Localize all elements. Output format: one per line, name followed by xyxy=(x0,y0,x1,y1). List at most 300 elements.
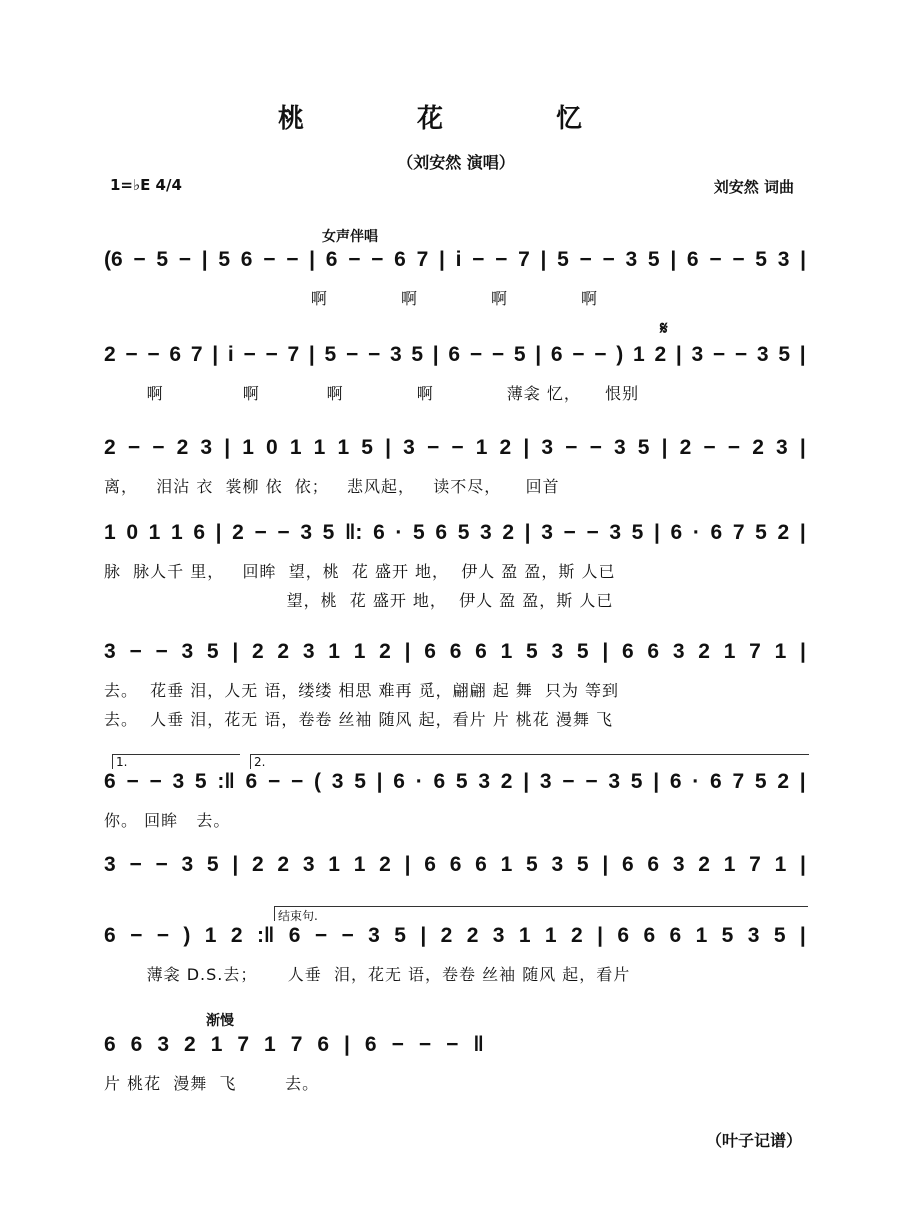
note: 1 xyxy=(289,436,302,459)
note: 3 xyxy=(776,436,788,459)
note: 2 xyxy=(232,521,244,544)
note: | xyxy=(670,248,677,271)
note: − xyxy=(291,770,304,793)
note: 5 xyxy=(631,521,644,544)
note: 3 xyxy=(492,924,505,947)
note: − xyxy=(703,436,716,459)
note: | xyxy=(404,640,411,663)
note: 3 xyxy=(691,343,704,366)
note: | xyxy=(215,521,222,544)
note: | xyxy=(224,436,231,459)
note: 5 xyxy=(457,521,470,544)
note: | xyxy=(404,853,411,876)
note: − xyxy=(126,770,139,793)
notation-line xyxy=(104,924,806,948)
note: − xyxy=(133,248,146,271)
note: 3 xyxy=(181,640,194,663)
note: 3 xyxy=(672,853,685,876)
note: | xyxy=(232,853,239,876)
note: 6 xyxy=(240,248,253,271)
note: 3 xyxy=(756,343,769,366)
note: − xyxy=(491,343,505,366)
lyrics-line: 你。 回眸 去。 xyxy=(104,811,231,830)
note: | xyxy=(800,248,806,271)
staff-row xyxy=(104,436,806,497)
note: 3 xyxy=(104,640,116,663)
note: 2 xyxy=(104,343,116,366)
note: 1 xyxy=(148,521,161,544)
note: 3 xyxy=(104,853,116,876)
note: − xyxy=(314,924,328,947)
coda-bracket: 结束句. xyxy=(274,906,808,921)
notation-line xyxy=(104,248,806,272)
note: 7 xyxy=(749,640,761,663)
key-signature: 1=♭E 4/4 xyxy=(110,176,182,194)
note: − xyxy=(734,343,748,366)
note: 6 xyxy=(317,1033,330,1056)
note: 3 xyxy=(777,248,790,271)
note: | xyxy=(799,436,806,459)
note: | xyxy=(212,343,219,366)
lyrics-line: 望，桃 花 盛开 地， 伊人 盈 盈，斯 人已 xyxy=(104,591,614,610)
note: 2 xyxy=(500,770,513,793)
note: 5 xyxy=(513,343,526,366)
note: 1 xyxy=(518,924,531,947)
staff-row xyxy=(104,924,806,985)
note: − xyxy=(418,1033,432,1056)
second-ending: 2. xyxy=(250,754,809,769)
note: 3 xyxy=(551,640,564,663)
note: 7 xyxy=(732,521,745,544)
note: − xyxy=(572,343,585,366)
note: 6 xyxy=(475,853,487,876)
staff-row xyxy=(104,853,806,877)
note: 2 xyxy=(440,924,453,947)
note: − xyxy=(589,436,602,459)
note: i xyxy=(227,343,234,366)
note: (6 xyxy=(104,248,123,271)
note: 3 xyxy=(181,853,194,876)
note: | xyxy=(535,343,542,366)
note: 1 xyxy=(475,436,488,459)
note: 3 xyxy=(609,521,622,544)
note: | xyxy=(376,770,383,793)
note: | xyxy=(597,924,603,947)
note: 5 xyxy=(413,521,425,544)
note: | xyxy=(432,343,439,366)
note: 3 xyxy=(625,248,638,271)
note: 6 xyxy=(433,770,446,793)
note: 6 xyxy=(475,640,487,663)
note: 6 xyxy=(710,521,723,544)
segno-sign: 𝄋 xyxy=(660,318,668,339)
note: | xyxy=(523,436,530,459)
note: 6 xyxy=(193,521,205,544)
note: 3 xyxy=(539,770,552,793)
notation-line xyxy=(104,436,806,460)
notation-line xyxy=(104,640,806,664)
note: 1 xyxy=(544,924,557,947)
note: 3 xyxy=(172,770,185,793)
note: 2 xyxy=(251,853,264,876)
note: 5 xyxy=(322,521,335,544)
note: 2 xyxy=(184,1033,196,1056)
note: 6 xyxy=(670,521,683,544)
note: 5 xyxy=(630,770,643,793)
note: − xyxy=(341,924,354,947)
note: − xyxy=(563,521,576,544)
note: ) xyxy=(616,343,624,366)
staff-row xyxy=(104,248,806,309)
note: 6 xyxy=(449,640,462,663)
note: 5 xyxy=(361,436,373,459)
note: − xyxy=(709,248,722,271)
note: 1 xyxy=(500,853,513,876)
lyrics-line: 离， 泪沾 衣 裳柳 依 依； 悲风起， 读不尽， 回首 xyxy=(104,477,560,496)
note: 3 xyxy=(551,853,564,876)
note: 6 xyxy=(435,521,448,544)
note: 2 xyxy=(466,924,479,947)
note: − xyxy=(156,924,169,947)
lyrics-line: 片 桃花 漫舞 飞 去。 xyxy=(104,1074,320,1093)
note: 5 xyxy=(526,640,538,663)
note: | xyxy=(524,521,531,544)
note: − xyxy=(602,248,615,271)
note: − xyxy=(149,770,162,793)
note: 6 xyxy=(104,924,116,947)
lyrics-line: 去。 花垂 泪，人无 语，缕缕 相思 难再 觅，翩翩 起 舞 只为 等到 xyxy=(104,681,620,700)
note: 5 xyxy=(778,343,791,366)
note: 6 xyxy=(449,853,462,876)
note: 2 xyxy=(752,436,764,459)
note: 5 xyxy=(206,853,219,876)
staff-row xyxy=(104,770,806,831)
note: − xyxy=(243,343,256,366)
note: 5 xyxy=(218,248,231,271)
note: − xyxy=(495,248,508,271)
composer: 刘安然 词曲 xyxy=(713,178,794,196)
note: 1 xyxy=(104,521,116,544)
note: 0 xyxy=(266,436,278,459)
note: | xyxy=(308,343,315,366)
note: − xyxy=(265,343,278,366)
note: 6 xyxy=(373,521,385,544)
note: 1 xyxy=(337,436,350,459)
note: · xyxy=(395,521,403,544)
note: 6 xyxy=(643,924,656,947)
note: 1 xyxy=(170,521,183,544)
note: 5 xyxy=(647,248,660,271)
note: 5 xyxy=(557,248,569,271)
note: 7 xyxy=(190,343,203,366)
note: | xyxy=(661,436,668,459)
note: 3 xyxy=(157,1033,170,1056)
note: − xyxy=(348,248,361,271)
note: | xyxy=(654,521,660,544)
note: 3 xyxy=(389,343,402,366)
note: 6 xyxy=(669,924,682,947)
transcriber: （叶子记谱） xyxy=(705,1131,802,1150)
note: 3 xyxy=(608,770,621,793)
note: 2 xyxy=(777,770,790,793)
note: 7 xyxy=(237,1033,250,1056)
note: 1 xyxy=(210,1033,223,1056)
note: 6 xyxy=(647,640,660,663)
song-title: 桃 花 忆 xyxy=(277,104,635,134)
note: 5 xyxy=(206,640,219,663)
note: 6 xyxy=(710,770,722,793)
note: 3 xyxy=(747,924,760,947)
note: 5 xyxy=(637,436,650,459)
note: 3 xyxy=(478,770,491,793)
lyrics-line: 脉 脉人千 里， 回眸 望，桃 花 盛开 地， 伊人 盈 盈，斯 人已 xyxy=(104,562,616,581)
note: 6 xyxy=(669,770,682,793)
note: 2 xyxy=(277,640,290,663)
note: 6 xyxy=(448,343,461,366)
note: − xyxy=(712,343,726,366)
note: 2 xyxy=(104,436,116,459)
note: | xyxy=(799,924,806,947)
note: 6 xyxy=(621,853,634,876)
note: − xyxy=(732,248,745,271)
note: 6 xyxy=(104,770,116,793)
note: | xyxy=(799,770,806,793)
note: 3 xyxy=(480,521,492,544)
note: 2 xyxy=(277,853,290,876)
note: :‖ xyxy=(217,770,235,793)
note: − xyxy=(594,343,607,366)
lyrics-line: 去。 人垂 泪，花无 语，卷卷 丝袖 随风 起，看片 片 桃花 漫舞 飞 xyxy=(104,710,613,729)
note: − xyxy=(147,343,160,366)
note: | xyxy=(800,853,806,876)
note: ‖ xyxy=(473,1033,484,1056)
note: ‖: xyxy=(344,521,363,544)
note: 7 xyxy=(518,248,530,271)
note: | xyxy=(420,924,427,947)
note: | xyxy=(602,640,609,663)
note: − xyxy=(371,248,384,271)
note: 1 xyxy=(204,924,217,947)
notation-line xyxy=(104,770,806,794)
note: − xyxy=(585,770,598,793)
note: 3 xyxy=(302,853,315,876)
note: 6 xyxy=(424,640,436,663)
note: 6 xyxy=(288,924,301,947)
note: 2 xyxy=(499,436,512,459)
note: − xyxy=(586,521,599,544)
performer: （刘安然 演唱） xyxy=(397,153,515,172)
note: 5 xyxy=(324,343,337,366)
note: 5 xyxy=(354,770,366,793)
note: 6 xyxy=(621,640,634,663)
note: | xyxy=(385,436,391,459)
note: 7 xyxy=(749,853,761,876)
note: 2 xyxy=(230,924,243,947)
note: 7 xyxy=(290,1033,303,1056)
note: 2 xyxy=(502,521,515,544)
note: 1 xyxy=(723,853,736,876)
note: − xyxy=(579,248,592,271)
note: | xyxy=(438,248,445,271)
note: 2 xyxy=(679,436,692,459)
note: 3 xyxy=(403,436,415,459)
ritardando-label: 渐慢 xyxy=(206,1013,234,1029)
note: 3 xyxy=(331,770,344,793)
note: − xyxy=(155,640,168,663)
note: 5 xyxy=(576,853,589,876)
note: 1 xyxy=(242,436,254,459)
notation-line xyxy=(104,521,806,545)
staff-row xyxy=(104,640,806,730)
note: 5 xyxy=(755,248,767,271)
note: 3 xyxy=(613,436,626,459)
note: 6 xyxy=(617,924,630,947)
note: 6 xyxy=(550,343,563,366)
note: − xyxy=(391,1033,404,1056)
note: − xyxy=(727,436,741,459)
note: · xyxy=(692,521,700,544)
note: · xyxy=(692,770,700,793)
note: 6 xyxy=(394,248,406,271)
note: − xyxy=(565,436,578,459)
staff-row xyxy=(104,521,806,611)
note: 5 xyxy=(394,924,406,947)
note: 2 xyxy=(251,640,264,663)
note: 1 xyxy=(264,1033,276,1056)
note: 5 xyxy=(194,770,207,793)
lyrics-line: 啊 啊 啊 啊 薄衾 忆， 恨别 xyxy=(104,384,640,403)
note: 7 xyxy=(416,248,429,271)
note: − xyxy=(426,436,440,459)
note: 6 xyxy=(424,853,436,876)
note: 6 xyxy=(245,770,258,793)
note: 5 xyxy=(754,770,767,793)
note: i xyxy=(455,248,462,271)
note: · xyxy=(415,770,423,793)
note: 3 xyxy=(200,436,213,459)
note: 7 xyxy=(287,343,300,366)
note: | xyxy=(799,343,806,366)
note: :‖ xyxy=(256,924,275,947)
note: 3 xyxy=(541,436,554,459)
note: 6 xyxy=(130,1033,143,1056)
note: 2 xyxy=(379,640,391,663)
note: − xyxy=(345,343,359,366)
note: 1 xyxy=(774,853,787,876)
note: 3 xyxy=(368,924,380,947)
note: | xyxy=(799,521,806,544)
note: | xyxy=(523,770,530,793)
note: 7 xyxy=(732,770,745,793)
staff-row xyxy=(104,1033,484,1094)
note: − xyxy=(446,1033,459,1056)
note: − xyxy=(562,770,575,793)
note: | xyxy=(540,248,547,271)
note: − xyxy=(178,248,192,271)
note: − xyxy=(472,248,485,271)
note: 2 xyxy=(698,640,710,663)
note: 5 xyxy=(576,640,589,663)
note: 3 xyxy=(300,521,312,544)
lyrics-line: 啊 啊 啊 啊 xyxy=(104,289,599,308)
note: 3 xyxy=(302,640,315,663)
note: 6 xyxy=(686,248,699,271)
note: 6 xyxy=(364,1033,377,1056)
note: ( xyxy=(314,770,322,793)
note: − xyxy=(367,343,381,366)
note: 2 xyxy=(654,343,667,366)
note: − xyxy=(125,343,138,366)
note: 1 xyxy=(328,853,340,876)
note: 1 xyxy=(633,343,645,366)
note: − xyxy=(254,521,267,544)
note: − xyxy=(267,770,281,793)
note: 2 xyxy=(176,436,189,459)
note: 6 xyxy=(393,770,405,793)
note: − xyxy=(129,640,142,663)
note: 0 xyxy=(126,521,139,544)
note: | xyxy=(675,343,682,366)
note: 2 xyxy=(571,924,583,947)
note: − xyxy=(129,853,142,876)
note: 1 xyxy=(500,640,513,663)
note: 2 xyxy=(777,521,790,544)
first-ending: 1. xyxy=(112,754,240,769)
note: 1 xyxy=(353,640,366,663)
note: − xyxy=(277,521,290,544)
note: 1 xyxy=(774,640,787,663)
note: 6 xyxy=(647,853,660,876)
note: ) xyxy=(183,924,191,947)
staff-row xyxy=(104,343,806,404)
note: 5 xyxy=(755,521,767,544)
note: − xyxy=(451,436,464,459)
note: − xyxy=(263,248,276,271)
note: 6 xyxy=(104,1033,116,1056)
note: 5 xyxy=(455,770,468,793)
note: 1 xyxy=(313,436,326,459)
notation-line xyxy=(104,1033,484,1057)
note: − xyxy=(127,436,141,459)
note: | xyxy=(344,1033,350,1056)
note: 1 xyxy=(723,640,736,663)
note: − xyxy=(155,853,168,876)
note: | xyxy=(201,248,208,271)
note: 2 xyxy=(698,853,710,876)
note: 6 xyxy=(325,248,338,271)
note: 3 xyxy=(541,521,553,544)
note: 1 xyxy=(328,640,340,663)
note: | xyxy=(653,770,660,793)
notation-line xyxy=(104,853,806,877)
note: | xyxy=(602,853,609,876)
lyrics-line: 薄衾 D.S.去； 人垂 泪，花无 语，卷卷 丝袖 随风 起，看片 xyxy=(104,965,631,984)
note: 5 xyxy=(773,924,786,947)
female-chorus-label: 女声伴唱 xyxy=(322,229,378,245)
note: 6 xyxy=(169,343,182,366)
note: 5 xyxy=(156,248,169,271)
note: 1 xyxy=(695,924,708,947)
note: | xyxy=(800,640,806,663)
note: | xyxy=(232,640,239,663)
notation-line xyxy=(104,343,806,367)
note: 1 xyxy=(353,853,366,876)
note: 5 xyxy=(721,924,734,947)
note: − xyxy=(130,924,143,947)
note: 5 xyxy=(411,343,424,366)
note: − xyxy=(469,343,483,366)
note: 2 xyxy=(379,853,391,876)
